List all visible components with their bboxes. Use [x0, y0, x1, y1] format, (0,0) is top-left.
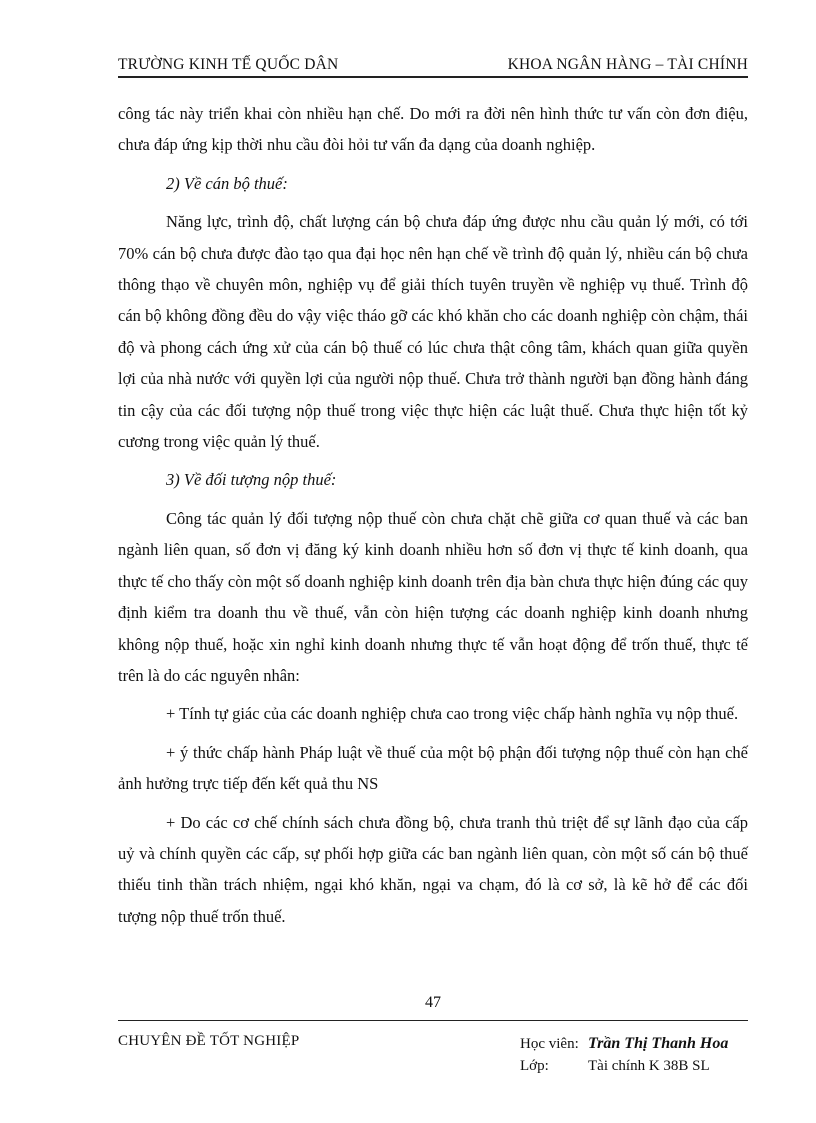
- footer-divider: [118, 1020, 748, 1021]
- class-value: Tài chính K 38B SL: [588, 1058, 710, 1074]
- student-label: Học viên:: [520, 1036, 579, 1052]
- section-heading: 3) Về đối tượng nộp thuế:: [166, 470, 337, 490]
- footer-student-info: [520, 1033, 728, 1077]
- paragraph: Năng lực, trình độ, chất lượng cán bộ chưa đáp ứng được nhu cầu quản lý mới, có tới 70% cán bộ chưa được đào tạo qua đại học nên hạn chế về trình độ quản lý, nhiều cán bộ chưa thông thạo về chuyên môn, nghiệp vụ để giải thích tuyên truyền về nghiệp vụ thuế. Trình độ cán bộ không đồng đều do vậy việc tháo gỡ các khó khăn cho các doanh nghiệp còn chậm, thái độ và phong cách ứng xử của cán bộ thuế có lúc chưa thật công tâm, khách quan giữa quyền lợi của nhà nước với quyền lợi của người nộp thuế. Chưa trở thành người bạn đồng hành đáng tin cậy của các đối tượng nộp thuế trong việc thực hiện các luật thuế. Chưa thực hiện tốt kỷ cương trong việc quản lý thuế.: [118, 212, 748, 452]
- paragraph: Công tác quản lý đối tượng nộp thuế còn chưa chặt chẽ giữa cơ quan thuế và các ban ngành liên quan, số đơn vị đăng ký kinh doanh nhiều hơn số đơn vị thực tế kinh doanh, qua thực tế cho thấy còn một số doanh nghiệp kinh doanh trên địa bàn chưa thực hiện đúng các quy định kiểm tra doanh thu về thuế, vẫn còn hiện tượng các doanh nghiệp kinh doanh nhưng không nộp thuế, hoặc xin nghỉ kinh doanh nhưng thực tế vẫn hoạt động để trốn thuế, thực tế trên là do các nguyên nhân:: [118, 508, 748, 685]
- document-body: [118, 98, 748, 939]
- footer-title: CHUYÊN ĐỀ TỐT NGHIỆP: [118, 1033, 300, 1049]
- header-faculty: KHOA NGÂN HÀNG – TÀI CHÍNH: [507, 56, 748, 73]
- page-number: 47: [425, 994, 441, 1011]
- list-item: + Do các cơ chế chính sách chưa đồng bộ, chưa tranh thủ triệt để sự lãnh đạo của cấp uỷ và chính quyền các cấp, sự phối hợp giữa các ban ngành liên quan, còn một số cán bộ thuế thiếu tinh thần trách nhiệm, ngại khó khăn, ngại va chạm, đó là cơ sở, là kẽ hở để các đối tượng nộp thuế trốn thuế.: [118, 812, 748, 926]
- list-item: + Tính tự giác của các doanh nghiệp chưa cao trong việc chấp hành nghĩa vụ nộp thuế.: [166, 704, 739, 724]
- student-name: Trần Thị Thanh Hoa: [588, 1035, 729, 1052]
- header-school: TRƯỜNG KINH TẾ QUỐC DÂN: [118, 56, 339, 73]
- paragraph: công tác này triển khai còn nhiều hạn chế. Do mới ra đời nên hình thức tư vấn còn đơn điệu, chưa đáp ứng kịp thời nhu cầu đòi hỏi tư vấn đa dạng của doanh nghiệp.: [118, 104, 748, 155]
- section-heading: 2) Về cán bộ thuế:: [166, 173, 288, 193]
- class-label: Lớp:: [520, 1058, 549, 1074]
- page-header: [118, 50, 748, 74]
- list-item: + ý thức chấp hành Pháp luật về thuế của một bộ phận đối tượng nộp thuế còn hạn chế ảnh hưởng trực tiếp đến kết quả thu NS: [118, 742, 748, 794]
- header-divider: [118, 76, 748, 78]
